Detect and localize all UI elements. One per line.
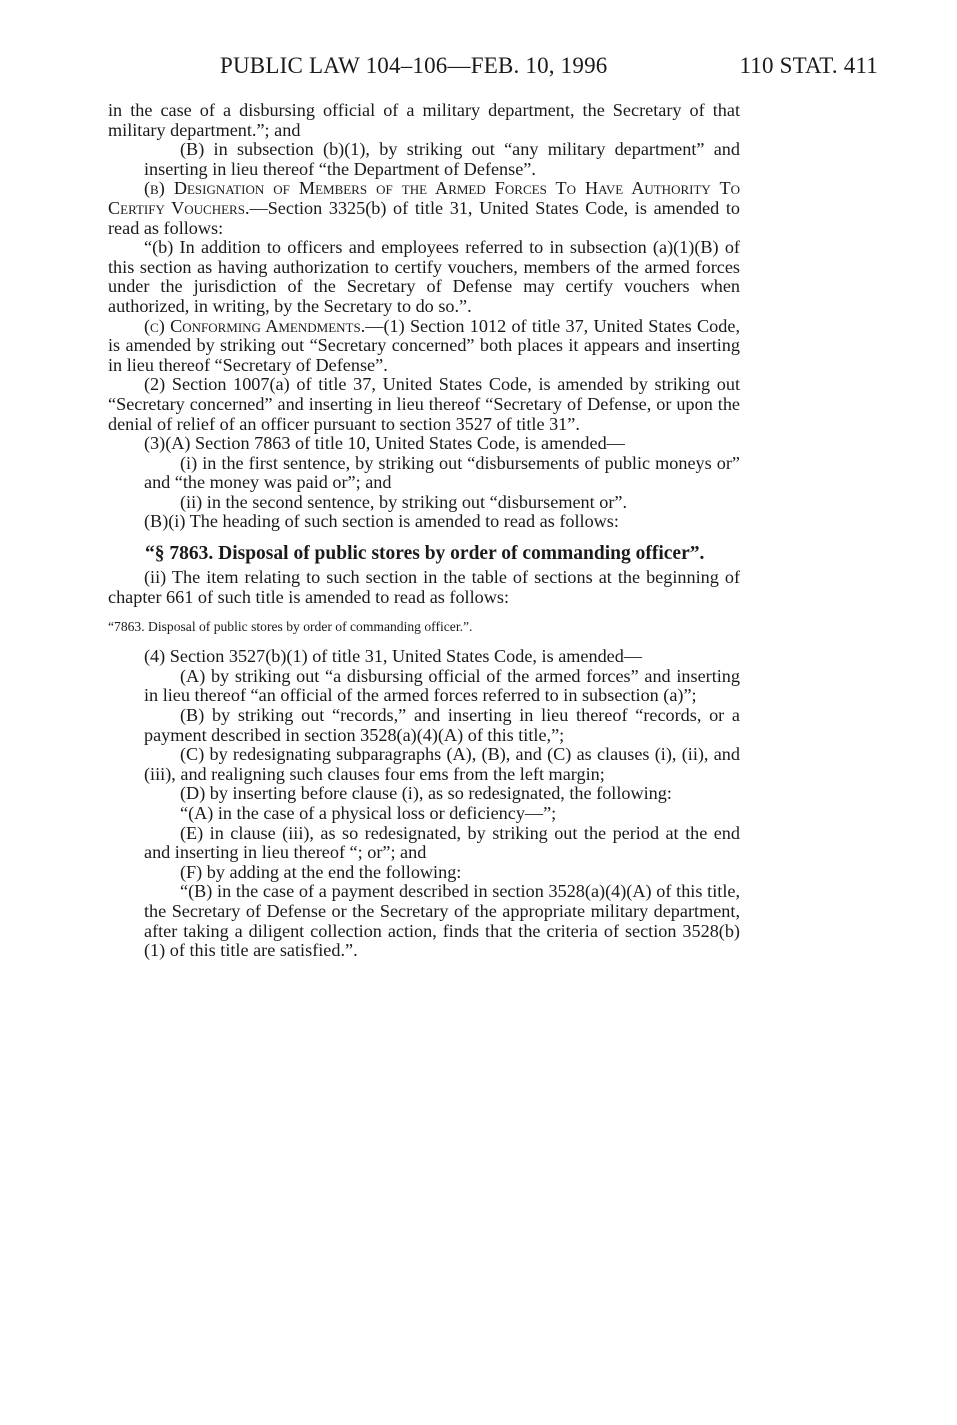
public-law-line: PUBLIC LAW 104–106—FEB. 10, 1996 [220,53,608,78]
paragraph-3a: (3)(A) Section 7863 of title 10, United States Code, is amended— [144,433,625,454]
section-heading-7863: “§ 7863. Disposal of public stores by order of commanding officer”. [145,543,705,565]
paragraph-continuation: in the case of a disbursing official of a military department, the Secretary of that military department.”; and [108,100,740,140]
paragraph-4c: (C) by redesignating subparagraphs (A), (B), and (C) as clauses (i), (ii), and (iii), and realigning such clauses four ems from the left margin; [144,744,740,784]
paragraph-3a-ii: (ii) in the second sentence, by striking out “disbursement or”. [180,491,627,512]
page-header [108,53,878,85]
statute-page-number: 110 STAT. 411 [739,53,878,78]
table-of-sections-item: “7863. Disposal of public stores by order of commanding officer.”. [108,619,473,635]
paragraph-4e: (E) in clause (iii), as so redesignated, by striking out the period at the end and inserting in lieu thereof “; or”; and [144,822,740,863]
paragraph-subsection-b1: (B) in subsection (b)(1), by striking out “any military department” and inserting in lieu thereof “the Department of Defense”. [144,139,740,179]
paragraph-3a-i: (i) in the first sentence, by striking out “disbursements of public moneys or” and “the money was paid or”; and [144,452,740,493]
paragraph-designation [108,179,740,238]
paragraph-3b-ii: (ii) The item relating to such section in the table of sections at the beginning of chapter 661 of such title is amended to read as follows: [108,567,740,607]
paragraph-4f: (F) by adding at the end the following: [180,861,462,882]
document-body [108,101,740,961]
paragraph-4a: (A) by striking out “a disbursing official of the armed forces” and inserting in lieu thereof “an official of the armed forces referred to in subsection (a)”; [144,665,740,706]
paragraph-4b: (B) by striking out “records,” and inserting in lieu thereof “records, or a payment described in section 3528(a)(4)(A) of this title,”; [144,705,740,745]
paragraph-2: (2) Section 1007(a) of title 37, United States Code, is amended by striking out “Secretary concerned” and inserting in lieu thereof “Secretary of Defense, or upon the denial of relief of an officer pursuant to section 3527 of title 31”. [108,374,740,434]
paragraph-4: (4) Section 3527(b)(1) of title 31, United States Code, is amended— [144,646,643,667]
section-text-c: —(1) Section 1012 of title 37, United States Code, is amended by striking out “Secretary concerned” both places it appears and inserting in lieu thereof “Secretary of Defense”. [108,315,740,375]
paragraph-4d-quote: “(A) in the case of a physical loss or deficiency—”; [180,803,557,823]
paragraph-quoted-b: “(b) In addition to officers and employees referred to in subsection (a)(1)(B) of this section as having authorization to certify vouchers, members of the armed forces under the jurisdiction of the Secretary of Defense may certify vouchers when authorized, in writing, by the Secretary to do so.”. [108,237,740,316]
section-caption-b: (b) Designation of Members of the Armed Forces To Have Authority To Certify Vouchers. [108,178,740,218]
paragraph-conforming [108,317,740,376]
paragraph-4d: (D) by inserting before clause (i), as so redesignated, the following: [180,783,672,804]
paragraph-4f-quote: “(B) in the case of a payment described in section 3528(a)(4)(A) of this title, the Secretary of Defense or the Secretary of the appropriate military department, after taking a diligent collection action, finds that the criteria of section 3528(b)(1) of this title are satisfied.”. [144,881,740,961]
section-text-b: —Section 3325(b) of title 31, United States Code, is amended to read as follows: [108,197,740,238]
paragraph-3b-i: (B)(i) The heading of such section is amended to read as follows: [144,511,619,532]
section-caption-c: (c) Conforming Amendments. [144,315,366,336]
